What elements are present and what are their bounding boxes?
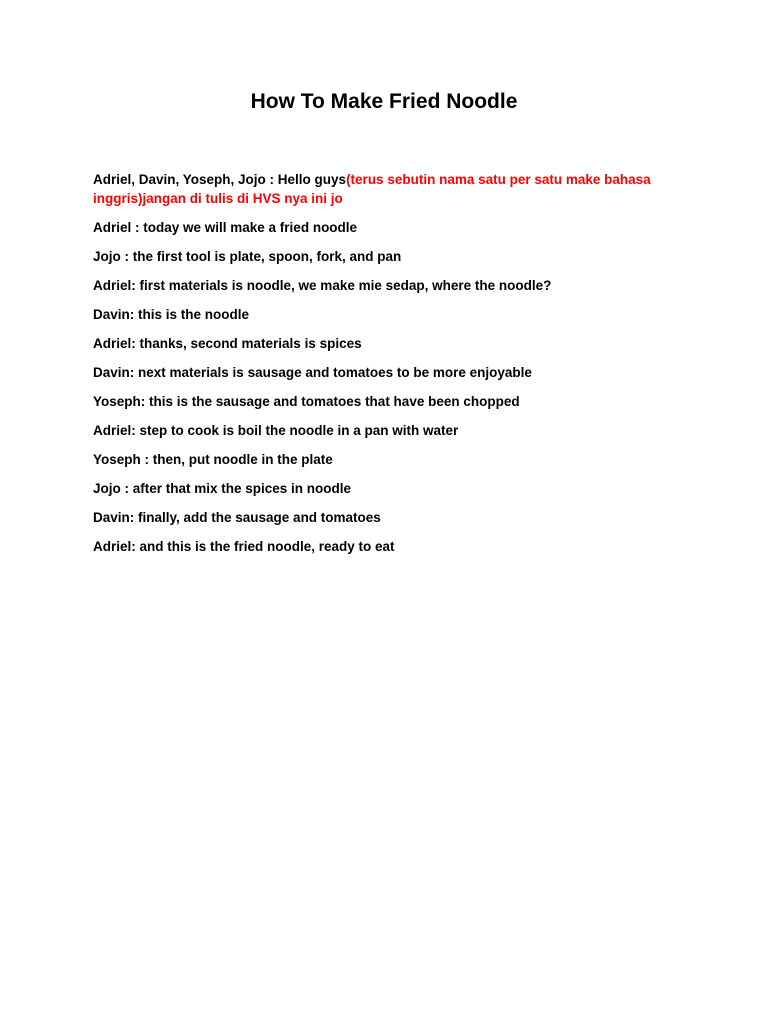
dialogue-line: Yoseph: this is the sausage and tomatoes that have been chopped	[93, 394, 520, 409]
dialogue-body	[93, 170, 683, 566]
dialogue-line: Adriel: and this is the fried noodle, ready to eat	[93, 539, 395, 554]
dialogue-line: Adriel: first materials is noodle, we make mie sedap, where the noodle?	[93, 278, 552, 293]
dialogue-line: Yoseph : then, put noodle in the plate	[93, 452, 333, 467]
dialogue-line: Davin: finally, add the sausage and tomatoes	[93, 510, 381, 525]
dialogue-line: Adriel: thanks, second materials is spices	[93, 336, 362, 351]
dialogue-line: Jojo : after that mix the spices in noodle	[93, 481, 352, 496]
dialogue-line: Adriel: step to cook is boil the noodle in a pan with water	[93, 423, 459, 438]
dialogue-line: Davin: this is the noodle	[93, 307, 250, 322]
dialogue-line: Jojo : the first tool is plate, spoon, fork, and pan	[93, 249, 402, 264]
dialogue-line: Davin: next materials is sausage and tomatoes to be more enjoyable	[93, 365, 532, 380]
intro-text: Adriel, Davin, Yoseph, Jojo : Hello guys	[93, 172, 347, 187]
document-title: How To Make Fried Noodle	[250, 90, 518, 113]
stage-note: (terus sebutin nama satu per satu make bahasa inggris)jangan di tulis di HVS nya ini jo	[93, 172, 651, 206]
dialogue-line: Adriel : today we will make a fried noodle	[93, 220, 358, 235]
intro-line	[93, 170, 683, 208]
